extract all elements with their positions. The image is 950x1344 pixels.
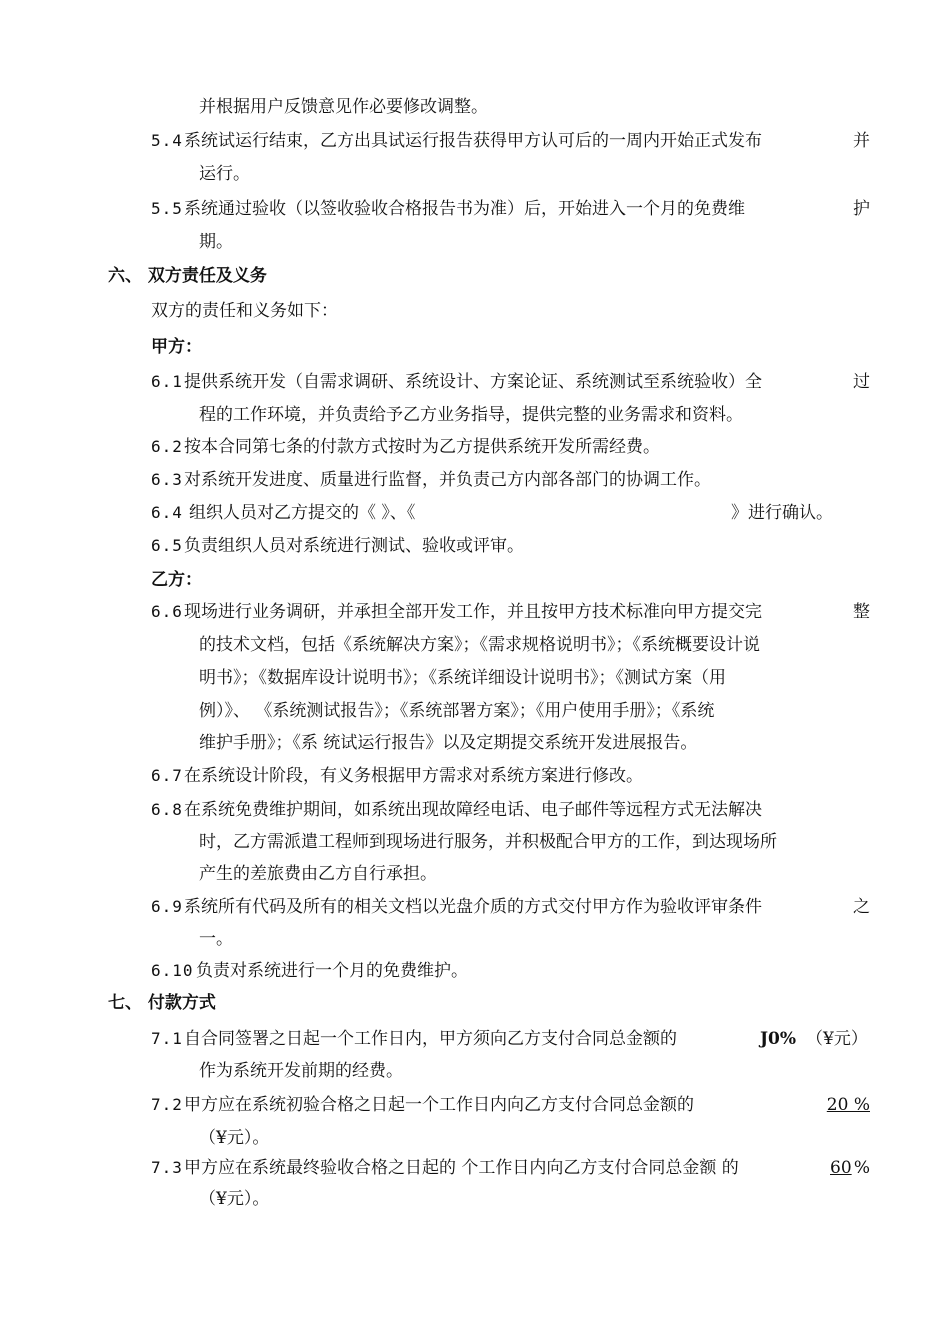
clause-6-5-text: 负责组织人员对系统进行测试、验收或评审。 xyxy=(184,536,524,556)
clause-6-10-text: 负责对系统进行一个月的免费维护。 xyxy=(196,961,468,981)
clause-5-5-line-end: 护 xyxy=(853,199,870,219)
clause-number: 5.5 xyxy=(151,199,183,218)
clause-6-3-text: 对系统开发进度、质量进行监督，并负责己方内部各部门的协调工作。 xyxy=(184,470,711,490)
clause-number: 7.2 xyxy=(151,1095,183,1114)
payment-percentage: 20 % xyxy=(826,1095,870,1115)
clause-5-5-text: 系统通过验收（以签收验收合格报告书为准）后，开始进入一个月的免费维 xyxy=(184,199,745,219)
clause-number: 6.3 xyxy=(151,470,183,489)
party-b-heading: 乙方： xyxy=(151,570,202,590)
clause-7-3-text: 甲方应在系统最终验收合格之日起的 个工作日内向乙方支付合同总金额 的 xyxy=(184,1158,739,1178)
clause-6-9-text-cont: 一。 xyxy=(199,929,233,949)
clause-6-6-text: 现场进行业务调研，并承担全部开发工作，并且按甲方技术标准向甲方提交完 xyxy=(184,602,762,622)
clause-6-2-text: 按本合同第七条的付款方式按时为乙方提供系统开发所需经费。 xyxy=(184,437,660,457)
clause-7-1-text-cont: 作为系统开发前期的经费。 xyxy=(199,1061,403,1081)
clause-6-8-text-cont: 时，乙方需派遣工程师到现场进行服务，并积极配合甲方的工作，到达现场所 xyxy=(199,832,777,852)
clause-6-9-text: 系统所有代码及所有的相关文档以光盘介质的方式交付甲方作为验收评审条件 xyxy=(184,897,762,917)
clause-number: 6.9 xyxy=(151,897,183,916)
clause-5-5-text-cont: 期。 xyxy=(199,232,233,252)
section-7-heading: 七、 付款方式 xyxy=(108,993,216,1013)
clause-number: 6.1 xyxy=(151,372,183,391)
clause-6-6-text-cont: 维护手册》；《系 统试运行报告》以及定期提交系统开发进展报告。 xyxy=(199,733,698,753)
clause-number: 7.3 xyxy=(151,1158,183,1177)
clause-7-1-amount: （¥元） xyxy=(806,1029,868,1049)
clause-5-4-text-cont: 运行。 xyxy=(199,164,250,184)
clause-7-2-amount: （¥元）。 xyxy=(199,1128,270,1148)
clause-6-1-text-cont: 程的工作环境，并负责给予乙方业务指导，提供完整的业务需求和资料。 xyxy=(199,405,743,425)
clause-number: 6.5 xyxy=(151,536,183,555)
clause-6-8-text-cont: 产生的差旅费由乙方自行承担。 xyxy=(199,864,437,884)
clause-7-1-text: 自合同签署之日起一个工作日内，甲方须向乙方支付合同总金额的 xyxy=(184,1029,677,1049)
clause-6-6-line-end: 整 xyxy=(853,602,870,622)
clause-number: 6.4 xyxy=(151,503,183,522)
section-6-intro: 双方的责任和义务如下： xyxy=(151,301,338,321)
clause-6-6-text-cont: 例）》、 《系统测试报告》；《系统部署方案》；《用户使用手册》；《系统 xyxy=(199,701,715,721)
clause-6-1-line-end: 过 xyxy=(853,372,870,392)
clause-number: 6.8 xyxy=(151,800,183,819)
clause-6-4-text: 组织人员对乙方提交的《 》、《 xyxy=(189,503,416,523)
clause-6-4-text-end: 》进行确认。 xyxy=(731,503,833,523)
clause-number: 6.2 xyxy=(151,437,183,456)
clause-number: 6.6 xyxy=(151,602,183,621)
clause-6-1-text: 提供系统开发（自需求调研、系统设计、方案论证、系统测试至系统验收）全 xyxy=(184,372,762,392)
clause-5-4-line-end: 并 xyxy=(853,131,870,151)
clause-5-4-text: 系统试运行结束，乙方出具试运行报告获得甲方认可后的一周内开始正式发布 xyxy=(184,131,762,151)
clause-6-8-text: 在系统免费维护期间，如系统出现故障经电话、电子邮件等远程方式无法解决 xyxy=(184,800,762,820)
clause-7-2-text: 甲方应在系统初验合格之日起一个工作日内向乙方支付合同总金额的 xyxy=(184,1095,694,1115)
clause-6-6-text-cont: 明书》；《数据库设计说明书》；《系统详细设计说明书》；《测试方案（用 xyxy=(199,668,726,688)
percent-sign: % xyxy=(853,1158,870,1178)
clause-7-3-amount: （¥元）。 xyxy=(199,1189,270,1209)
clause-number: 6.7 xyxy=(151,766,183,785)
clause-6-6-text-cont: 的技术文档，包括《系统解决方案》；《需求规格说明书》；《系统概要设计说 xyxy=(199,635,760,655)
clause-number: 6.10 xyxy=(151,961,194,980)
section-6-heading: 六、 双方责任及义务 xyxy=(108,266,267,286)
payment-percentage: J0% xyxy=(760,1029,797,1049)
party-a-heading: 甲方： xyxy=(151,337,202,357)
clause-number: 7.1 xyxy=(151,1029,183,1048)
clause-6-7-text: 在系统设计阶段，有义务根据甲方需求对系统方案进行修改。 xyxy=(184,766,643,786)
clause-number: 5.4 xyxy=(151,131,183,150)
clause-5-3-continuation: 并根据用户反馈意见作必要修改调整。 xyxy=(199,97,488,117)
clause-6-9-line-end: 之 xyxy=(853,897,870,917)
payment-percentage: 60 xyxy=(830,1158,852,1178)
